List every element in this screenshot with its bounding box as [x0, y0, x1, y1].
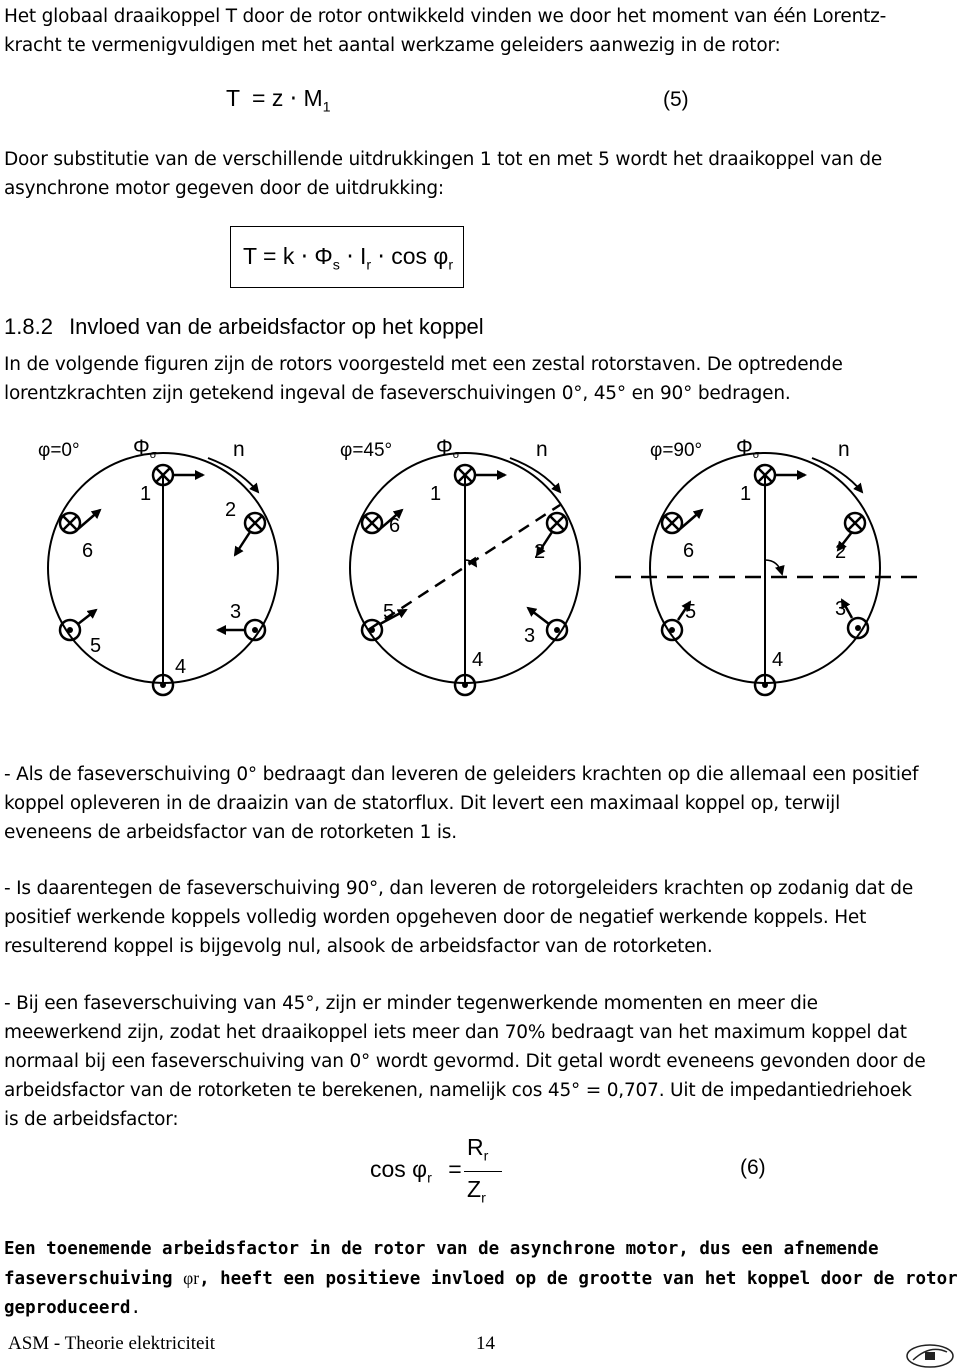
paragraph-phase-45	[4, 989, 956, 1134]
conductor-label-6: 6	[389, 515, 401, 537]
footer-title: ASM - Theorie elektriciteit	[8, 1333, 216, 1354]
para3-line-4: arbeidsfactor van de rotorketen te berekenen, namelijk cos 45° = 0,707. Uit de impedantiedriehoek	[4, 1080, 912, 1101]
eq5-lhs: T	[226, 85, 240, 111]
conductor-label-5: 5	[383, 601, 395, 623]
eq-torque-part-c: ⋅ cos φ	[377, 243, 449, 269]
conclusion-line-2a: faseverschuiving	[4, 1269, 184, 1289]
section-intro-line-1: In de volgende figuren zijn de rotors voorgesteld met een zestal rotorstaven. De optredende	[4, 354, 843, 375]
eq6-den-sub: r	[481, 1190, 486, 1207]
conclusion-line-2c: , heeft een positieve invloed op de grootte van het koppel door de rotor	[199, 1269, 958, 1289]
eq6-equals: =	[448, 1156, 462, 1182]
conductor-6	[60, 513, 80, 533]
section-intro-line-2: lorentzkrachten zijn getekend ingeval de faseverschuivingen 0°, 45° en 90° bedragen.	[4, 383, 791, 404]
publisher-logo-icon	[905, 1342, 955, 1368]
conclusion-line-3b: .	[130, 1298, 141, 1318]
conductor-6	[362, 513, 382, 533]
conductor-label-3: 3	[835, 598, 847, 620]
para1-line-1: - Als de faseverschuiving 0° bedraagt dan leveren de geleiders krachten op die allemaal een positief	[4, 764, 919, 785]
eq5-number: (5)	[663, 88, 689, 111]
substitution-paragraph	[4, 145, 956, 203]
paragraph-phase-0	[4, 760, 956, 847]
rotation-arrow	[208, 458, 258, 492]
rotation-arrow	[510, 458, 560, 492]
conclusion-phi-r: φr	[183, 1268, 200, 1288]
phase-label: φ=45°	[340, 440, 393, 461]
eq5-rhs: = z ⋅ M	[252, 85, 323, 111]
para3-line-5: is de arbeidsfactor:	[4, 1109, 179, 1130]
conductor-label-4: 4	[175, 656, 187, 678]
rotation-arrow	[812, 458, 862, 492]
section-title: Invloed van de arbeidsfactor op het koppel	[69, 314, 484, 339]
eq-torque-part-b: ⋅ I	[346, 243, 367, 269]
paragraph-phase-90	[4, 874, 956, 961]
para3-line-1: - Bij een faseverschuiving van 45°, zijn er minder tegenwerkende momenten en meer die	[4, 993, 818, 1014]
phase-label: φ=0°	[38, 440, 80, 461]
conductor-2	[845, 513, 865, 533]
conclusion-line-3	[4, 1294, 958, 1323]
conductor-label-6: 6	[683, 540, 695, 562]
substitution-line-2: asynchrone motor gegeven door de uitdrukking:	[4, 178, 444, 199]
para2-line-2: positief werkende koppels volledig worden opgeheven door de negatief werkende koppels. Het	[4, 907, 867, 928]
conductor-6	[662, 513, 682, 533]
force-arrow-3	[528, 608, 549, 624]
angle-arrow	[765, 560, 782, 574]
conductor-label-3: 3	[524, 625, 536, 647]
equation-5	[226, 85, 331, 116]
rotation-label: n	[838, 438, 850, 461]
intro-line-2: kracht te vermenigvuldigen met het aantal werkzame geleiders aanwezig in de rotor:	[4, 35, 781, 56]
force-arrow-5	[78, 610, 96, 624]
eq6-fraction-bar	[464, 1171, 502, 1172]
conductor-label-5: 5	[685, 601, 697, 623]
diagram-phi-0	[38, 436, 278, 695]
eq5-sub: 1	[322, 99, 331, 116]
para1-line-3: eveneens de arbeidsfactor van de rotorketen 1 is.	[4, 822, 457, 843]
eq-torque-sub-s: s	[332, 257, 340, 274]
flux-label: Φσ	[133, 436, 157, 461]
conductor-label-2: 2	[225, 499, 237, 521]
phase-label: φ=90°	[650, 440, 703, 461]
section-heading	[4, 314, 484, 340]
para2-line-3: resulterend koppel is bijgevolg nul, alsook de arbeidsfactor van de rotorketen.	[4, 936, 713, 957]
para3-line-3: normaal bij een faseverschuiving van 0° wordt gevormd. Dit getal wordt eveneens gevonden door de	[4, 1051, 926, 1072]
eq6-den-text: Z	[467, 1176, 482, 1202]
conclusion-line-1: Een toenemende arbeidsfactor in de rotor van de asynchrone motor, dus een afnemende	[4, 1239, 879, 1259]
eq-torque-part-a: T = k ⋅ Φ	[243, 243, 333, 269]
conductor-label-3: 3	[230, 601, 242, 623]
eq6-lhs-sub: r	[427, 1170, 432, 1187]
force-arrow-6	[78, 510, 100, 529]
flux-label: Φσ	[436, 436, 460, 461]
torque-equation-box	[230, 226, 464, 288]
footer-page-number: 14	[476, 1333, 495, 1354]
para1-line-2: koppel opleveren in de draaizin van de statorflux. Dit levert een maximaal koppel op, terwijl	[4, 793, 841, 814]
conductor-label-5: 5	[90, 635, 102, 657]
eq6-denominator	[467, 1176, 486, 1207]
eq6-lhs-text: cos φ	[370, 1156, 428, 1182]
section-intro-paragraph	[4, 350, 956, 408]
section-number: 1.8.2	[4, 314, 53, 339]
rotor-diagrams-figure	[0, 420, 960, 710]
eq6-number: (6)	[740, 1156, 766, 1179]
conductor-label-2: 2	[534, 541, 546, 563]
substitution-line-1: Door substitutie van de verschillende uitdrukkingen 1 tot en met 5 wordt het draaikoppel van de	[4, 149, 883, 170]
force-arrow-6	[680, 510, 702, 529]
equation-6	[370, 1134, 510, 1214]
para2-line-1: - Is daarentegen de faseverschuiving 90°, dan leveren de rotorgeleiders krachten op zodanig dat de	[4, 878, 914, 899]
conductor-2	[547, 513, 567, 533]
rotation-label: n	[233, 438, 245, 461]
eq6-num-sub: r	[483, 1148, 489, 1165]
conductor-label-1: 1	[430, 483, 442, 505]
intro-line-1: Het globaal draaikoppel T door de rotor ontwikkeld vinden we door het moment van één Lorentz-	[4, 6, 887, 27]
conductor-label-2: 2	[835, 541, 847, 563]
eq6-num-text: R	[467, 1134, 484, 1160]
diagram-phi-90	[615, 436, 918, 695]
force-arrow-2	[235, 532, 250, 555]
intro-paragraph	[4, 2, 956, 60]
rotation-label: n	[536, 438, 548, 461]
conclusion-line-2	[4, 1264, 958, 1294]
diagram-phi-45	[340, 436, 580, 695]
torque-equation	[243, 243, 453, 274]
eq-torque-sub-r2: r	[448, 257, 454, 274]
conductor-label-4: 4	[772, 649, 784, 671]
conclusion-line-3a: geproduceerd	[4, 1298, 131, 1318]
flux-label: Φσ	[736, 436, 760, 461]
conductor-label-1: 1	[740, 483, 752, 505]
conductor-2	[245, 513, 265, 533]
conductor-label-4: 4	[472, 649, 484, 671]
conclusion-paragraph	[4, 1235, 958, 1323]
eq-torque-sub-r1: r	[366, 257, 372, 274]
conductor-label-1: 1	[140, 483, 152, 505]
para3-line-2: meewerkend zijn, zodat het draaikoppel iets meer dan 70% bedraagt van het maximum koppel dat	[4, 1022, 907, 1043]
eq6-lhs	[370, 1156, 462, 1187]
eq6-numerator	[467, 1134, 488, 1165]
conductor-label-6: 6	[82, 540, 94, 562]
